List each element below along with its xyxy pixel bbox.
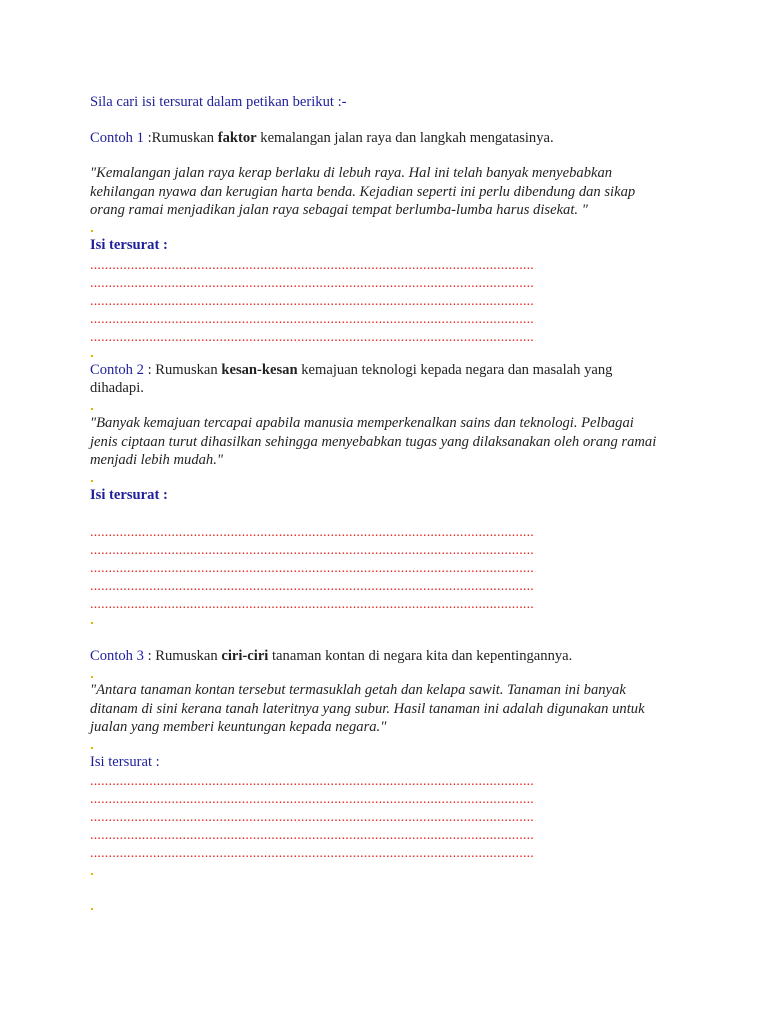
example-1-question	[90, 129, 554, 147]
answer-line: ........................................................................................................................	[90, 597, 534, 612]
answer-line: ........................................................................................................................	[90, 846, 534, 861]
example-1-passage-line-1: "Kemalangan jalan raya kerap berlaku di lebuh raya. Hal ini telah banyak menyebabkan	[90, 165, 613, 181]
example-2-text-before: Rumuskan	[155, 362, 222, 378]
example-2-question-continued: dihadapi.	[90, 380, 144, 396]
example-2-answer-label: Isi tersurat :	[90, 487, 168, 503]
example-1-label: Contoh 1	[90, 130, 144, 146]
example-3-text-after: tanaman kontan di negara kita dan kepentingannya.	[268, 648, 573, 664]
example-1-keyword: faktor	[217, 130, 257, 146]
example-3-answer-label: Isi tersurat :	[90, 754, 160, 770]
paragraph-marker	[91, 873, 93, 875]
paragraph-marker	[91, 230, 93, 232]
example-1-passage	[90, 164, 690, 220]
example-3-passage	[90, 681, 690, 737]
paragraph-marker	[91, 355, 93, 357]
example-3-text-before: Rumuskan	[155, 648, 222, 664]
example-3-passage-line-1: "Antara tanaman kontan tersebut termasuklah getah dan kelapa sawit. Tanaman ini banyak	[90, 682, 626, 698]
paragraph-marker	[91, 480, 93, 482]
example-1-answer-label: Isi tersurat :	[90, 237, 168, 253]
paragraph-marker	[91, 747, 93, 749]
answer-line: ........................................................................................................................	[90, 561, 534, 576]
answer-line: ........................................................................................................................	[90, 828, 534, 843]
paragraph-marker	[91, 408, 93, 410]
example-2-label: Contoh 2	[90, 362, 144, 378]
example-3-passage-line-2: ditanam di sini kerana tanah lateritnya yang subur. Hasil tanaman ini adalah digunakan untuk	[90, 700, 645, 717]
example-2-separator: :	[143, 362, 156, 378]
answer-line: ........................................................................................................................	[90, 276, 534, 291]
example-3-label: Contoh 3	[90, 648, 144, 664]
answer-line: ........................................................................................................................	[90, 525, 534, 540]
answer-line: ........................................................................................................................	[90, 792, 534, 807]
example-3-keyword: ciri-ciri	[221, 648, 269, 664]
intro-instruction: Sila cari isi tersurat dalam petikan berikut :-	[90, 94, 347, 110]
answer-line: ........................................................................................................................	[90, 810, 534, 825]
example-3-separator: :	[143, 648, 156, 664]
example-3-question	[90, 647, 572, 665]
answer-line: ........................................................................................................................	[90, 258, 534, 273]
example-2-passage-line-3: menjadi lebih mudah."	[90, 452, 223, 468]
example-2-passage-line-2: jenis ciptaan turut dihasilkan sehingga menyebabkan tugas yang dilaksanakan oleh orang ramai	[90, 433, 657, 450]
example-1-passage-line-2: kehilangan nyawa dan kerugian harta benda. Kejadian seperti ini perlu dibendung dan sikap	[90, 183, 636, 200]
answer-line: ........................................................................................................................	[90, 774, 534, 789]
example-1-text-after: kemalangan jalan raya dan langkah mengatasinya.	[256, 130, 554, 146]
example-2-passage-line-1: "Banyak kemajuan tercapai apabila manusia memperkenalkan sains dan teknologi. Pelbagai	[90, 415, 634, 431]
example-1-separator: :	[143, 130, 152, 146]
example-2-passage	[90, 414, 690, 470]
example-1-text-before: Rumuskan	[151, 130, 218, 146]
example-3-passage-line-3: jualan yang memberi keuntungan kepada negara."	[90, 719, 387, 735]
answer-line: ........................................................................................................................	[90, 579, 534, 594]
paragraph-marker	[91, 622, 93, 624]
example-2-keyword: kesan-kesan	[221, 362, 298, 378]
example-2-question	[90, 361, 612, 379]
answer-line: ........................................................................................................................	[90, 330, 534, 345]
example-2-text-after: kemajuan teknologi kepada negara dan masalah yang	[297, 362, 613, 378]
answer-line: ........................................................................................................................	[90, 312, 534, 327]
example-1-passage-line-3: orang ramai menjadikan jalan raya sebagai tempat berlumba-lumba harus disekat. "	[90, 202, 588, 218]
paragraph-marker	[91, 908, 93, 910]
answer-line: ........................................................................................................................	[90, 294, 534, 309]
paragraph-marker	[91, 676, 93, 678]
answer-line: ........................................................................................................................	[90, 543, 534, 558]
